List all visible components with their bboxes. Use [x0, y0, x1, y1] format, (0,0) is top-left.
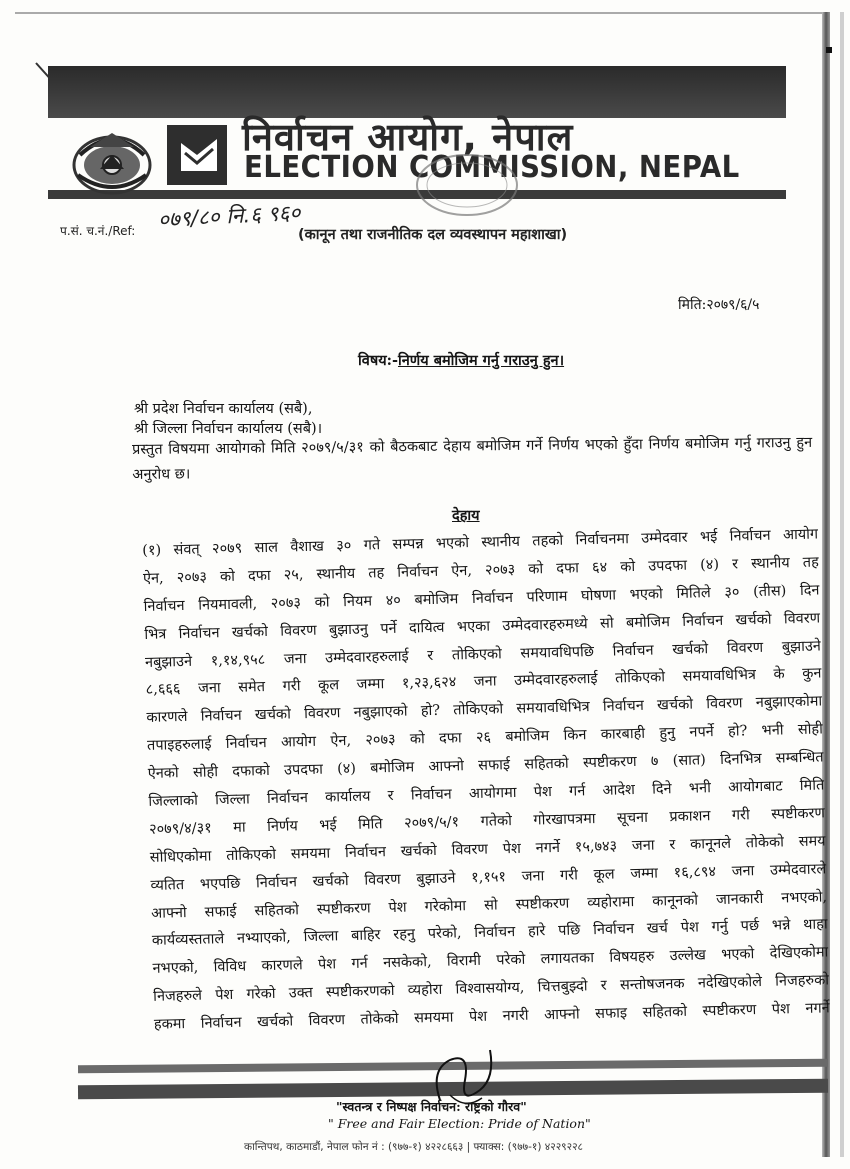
scan-speck: [826, 47, 832, 53]
scan-edge-right-outer: [840, 12, 844, 1157]
body-line: ऐन, २०७३ को दफा २५, स्थानीय तह निर्वाचन ऐन, २०७३ को दफा ६४ को उपदफा (४) र स्थानीय तह: [142, 554, 819, 587]
body-line: सोधिएकोमा तोकिएको समयमा निर्वाचन खर्चको विवरण पेश नगर्ने १५,७४३ जना र कानूनले तोकेको समय: [149, 833, 826, 866]
office-stamp-icon: [412, 150, 522, 220]
body-line: निर्वाचन नियमावली, २०७३ को नियम ४० बमोजिम निर्वाचन परिणाम घोषणा भएको मितिले ३० (तीस) दिन: [143, 582, 820, 615]
branch-name: (कानून तथा राजनीतिक दल व्यवस्थापन महाशाखा): [298, 227, 568, 243]
body-line: नभएको, विविध कारणले पेश गर्न नसकेको, विरामी परेको लगायतका विषयहरु उल्लेख भएको देखिएकोमा: [152, 944, 829, 978]
body-line: २०७९/४/३१ मा निर्णय भई मिति २०७९/५/१ गतेको गोरखापत्रमा सूचना प्रकाशन गरी स्पष्टीकरण: [148, 805, 826, 838]
body-line: व्यतित भएपछि निर्वाचन खर्चको विवरण बुझाउने १,१५१ जना गरी कूल जम्मा १६,८९४ जना उम्मेदवारले: [150, 861, 827, 894]
nepal-emblem-icon: [70, 125, 154, 195]
motto-english: " Free and Fair Election: Pride of Nation": [328, 1116, 591, 1131]
ballot-box-logo-icon: [167, 125, 227, 185]
subject-line: [358, 350, 564, 370]
reference-label: प.सं. च.नं./Ref:: [60, 224, 136, 238]
body-line: आफ्नो सफाई सहितको स्पष्टीकरण पेश गरेकोमा सो स्पष्टीकरण व्यहोरामा कानूनको जानकारी नभएको,: [150, 888, 828, 922]
recipient-line-1: श्री प्रदेश निर्वाचन कार्यालय (सबै),: [134, 401, 313, 417]
commission-name-nepali: निर्वाचन आयोग, नेपाल: [242, 115, 574, 159]
body-line: नबुझाउने १,१४,९५८ जना उम्मेदवारहरुलाई र तोकिएको समयावधिपछि निर्वाचन खर्चको विवरण बुझाउने: [144, 638, 822, 671]
subject-prefix: विषय:-: [358, 352, 398, 369]
body-line: (१) संवत् २०७९ साल वैशाख ३० गते सम्पन्न भएको स्थानीय तहको निर्वाचनमा उम्मेदवार भई निर्वाचन आयोग: [142, 526, 819, 559]
decision-paragraph: [142, 521, 830, 1039]
body-line: निजहरुले पेश गरेको उक्त स्पष्टीकरणको व्यहोरा विश्वासयोग्य, चित्तबुझ्दो र सन्तोषजनक नदेखिएकोले निजहरुको: [153, 972, 830, 1006]
body-line: ऐनको सोही दफाको उपदफा (४) बमोजिम आफ्नो सफाई सहितको स्पष्टीकरण ७ (सात) दिनभित्र सम्बन्धित: [147, 749, 824, 783]
reference-number: ०७९/८० नि.६ ९६०: [157, 200, 301, 232]
office-address: कान्तिपथ, काठमाडौं, नेपाल फोन नं : (९७७-१) ४२२८६६३ | फ्याक्स: (९७७-१) ४२२९२२८: [244, 1141, 584, 1153]
body-line: भित्र निर्वाचन खर्चको विवरण बुझाउनु पर्ने दायित्व भएका उम्मेदवारहरुमध्ये सो बमोजिम निर्वाचन खर्चको विवरण: [144, 610, 821, 643]
body-line: कारणले निर्वाचन खर्चको विवरण नबुझाएको हो? तोकिएको समयावधिभित्र निर्वाचन खर्चको विवरण नबुझाएकोमा: [146, 693, 823, 727]
subject-text: निर्णय बमोजिम गर्नु गराउनु हुन।: [397, 352, 565, 369]
body-line: तपाइहरुलाई निर्वाचन आयोग ऐन, २०७३ को दफा २६ बमोजिम किन कारबाही हुनु नपर्ने हो? भनी सोही: [146, 721, 824, 755]
body-line: हकमा निर्वाचन खर्चको विवरण तोकेको समयमा पेश नगरी आफ्नो सफाइ सहितको स्पष्टीकरण पेश नगर्ने: [153, 1000, 830, 1033]
intro-paragraph: प्रस्तुत विषयमा आयोगको मिति २०७९/५/३१ को बैठकबाट देहाय बमोजिम गर्ने निर्णय भएको हुँदा निर्णय बमोजिम गर्नु गराउनु हुन अनुरोध छ।: [132, 434, 813, 483]
body-line: ८,६६६ जना समेत गरी कूल जम्मा १,२३,६२४ जना उम्मेदवारहरुलाई तोकिएको समयावधिभित्र के कुन: [145, 665, 822, 699]
commission-name-english: ELECTION COMMISSION, NEPAL: [244, 150, 740, 185]
scan-edge-top: [15, 12, 825, 14]
body-line: कार्यव्यस्तताले नभ्याएको, जिल्ला बाहिर रहनु परेको, निर्वाचन हारे पछि निर्वाचन खर्च पेश गर्नु पर्छ भन्ने थाहा: [151, 916, 828, 950]
dehay-heading: देहाय: [452, 507, 480, 524]
letter-date: मिति:२०७९/६/५: [678, 297, 760, 313]
body-line: जिल्लाको जिल्ला निर्वाचन कार्यालय र निर्वाचन आयोगमा पेश गर्न आदेश दिने भनी आयोगबाट मिति: [148, 777, 825, 810]
recipient-line-2: श्री जिल्ला निर्वाचन कार्यालय (सबै)।: [134, 421, 323, 437]
motto-nepali: "स्वतन्त्र र निष्पक्ष निर्वाचन: राष्ट्रको गौरव": [336, 1099, 527, 1114]
